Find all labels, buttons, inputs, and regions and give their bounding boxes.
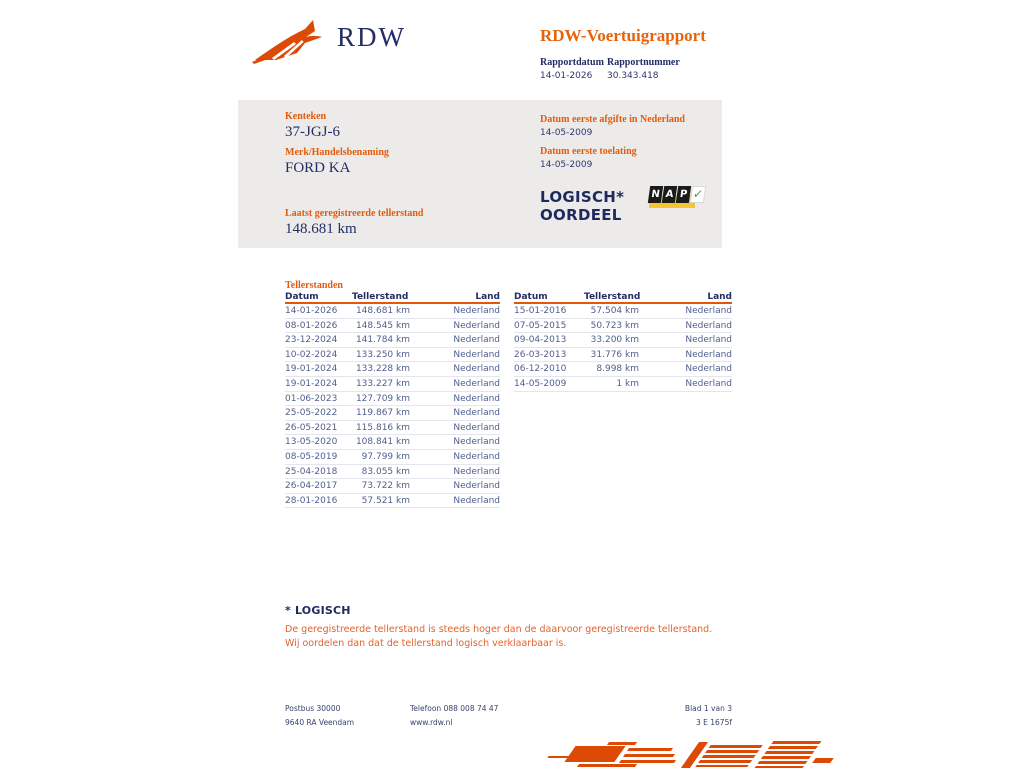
table-cell: 01-06-2023	[285, 393, 338, 404]
table-cell: 08-01-2026	[285, 320, 338, 331]
report-date-field	[540, 57, 604, 81]
table-cell: 119.867 km	[355, 408, 410, 419]
table-cell: 19-01-2024	[285, 364, 338, 375]
table-row	[285, 304, 500, 319]
eerste-toelating-field	[540, 146, 637, 170]
table-cell: 73.722 km	[361, 481, 410, 492]
oordeel-line1: LOGISCH*	[540, 188, 625, 206]
table-cell: 10-02-2024	[285, 349, 338, 360]
footer-page-info	[592, 702, 732, 730]
header-datum: Datum	[514, 292, 548, 302]
merk-value: FORD KA	[285, 160, 351, 176]
table-cell: 26-05-2021	[285, 422, 338, 433]
table-cell: Nederland	[453, 335, 500, 346]
footer-contact	[410, 702, 498, 730]
table-cell: Nederland	[453, 306, 500, 316]
table-cell: Nederland	[453, 349, 500, 360]
kenteken-field	[285, 111, 340, 141]
table-cell: Nederland	[685, 364, 732, 375]
footnote-text: De geregistreerde tellerstand is steeds hoger dan de daarvoor geregistreerde tellerstand. Wij oordelen dan dat de tellerstand logisch verklaarbaar is.	[285, 624, 713, 649]
table-cell: Nederland	[453, 466, 500, 477]
table-cell: 06-12-2010	[514, 364, 567, 375]
table-cell: 57.504 km	[590, 306, 639, 316]
table-row	[514, 348, 732, 363]
table-cell: 15-01-2016	[514, 306, 567, 316]
rdw-feather-logo-icon	[252, 18, 334, 66]
table-cell: 148.681 km	[355, 306, 410, 316]
table-cell: 33.200 km	[590, 335, 639, 346]
table-row	[514, 362, 732, 377]
table-row	[514, 319, 732, 334]
table-cell: Nederland	[685, 349, 732, 360]
table-header	[514, 292, 732, 304]
table-row	[285, 377, 500, 392]
report-date-value: 14-01-2026	[540, 71, 593, 81]
table-row	[285, 348, 500, 363]
report-date-label: Rapportdatum	[540, 57, 604, 68]
table-cell: 09-04-2013	[514, 335, 567, 346]
table-row	[285, 494, 500, 509]
table-cell: 8.998 km	[596, 364, 639, 375]
merk-field	[285, 147, 389, 177]
kenteken-value: 37-JGJ-6	[285, 124, 340, 140]
nap-letter-p: P	[676, 186, 691, 203]
table-row	[285, 333, 500, 348]
table-cell: 148.545 km	[355, 320, 410, 331]
table-cell: Nederland	[453, 422, 500, 433]
footer-phone: Telefoon 088 008 74 47	[410, 704, 499, 713]
footer-pattern-icon	[540, 738, 840, 768]
oordeel-verdict	[540, 188, 624, 224]
eerste-toelating-value: 14-05-2009	[540, 160, 593, 170]
laatste-tellerstand-label: Laatst geregistreerde tellerstand	[285, 208, 424, 219]
table-cell: Nederland	[453, 495, 500, 506]
eerste-afgifte-value: 14-05-2009	[540, 128, 593, 138]
table-cell: Nederland	[453, 437, 500, 448]
footer-form-code: 3 E 1675f	[695, 718, 732, 727]
table-cell: 127.709 km	[355, 393, 410, 404]
table-cell: 25-04-2018	[285, 466, 338, 477]
table-cell: 108.841 km	[355, 437, 410, 448]
oordeel-line2: OORDEEL	[540, 206, 622, 224]
table-cell: 26-04-2017	[285, 481, 338, 492]
table-row	[285, 465, 500, 480]
table-cell: 14-01-2026	[285, 306, 338, 316]
report-number-value: 30.343.418	[607, 71, 659, 81]
table-row	[285, 421, 500, 436]
nap-letter-a: A	[662, 186, 677, 203]
header-land: Land	[475, 292, 500, 302]
table-cell: 08-05-2019	[285, 451, 338, 462]
header-datum: Datum	[285, 292, 319, 302]
table-cell: Nederland	[685, 320, 732, 331]
footer-city: 9640 RA Veendam	[285, 718, 355, 727]
header-tellerstand: Tellerstand	[352, 292, 409, 302]
kenteken-label: Kenteken	[285, 111, 327, 122]
table-cell: 14-05-2009	[514, 378, 567, 389]
table-cell: 141.784 km	[355, 335, 410, 346]
nap-letter-n: N	[648, 186, 663, 203]
table-cell: 133.227 km	[355, 378, 410, 389]
eerste-afgifte-field	[540, 114, 685, 138]
table-cell: Nederland	[453, 364, 500, 375]
header-tellerstand: Tellerstand	[584, 292, 641, 302]
eerste-afgifte-label: Datum eerste afgifte in Nederland	[540, 114, 685, 125]
table-cell: 26-03-2013	[514, 349, 567, 360]
tellerstanden-table-left	[285, 292, 500, 508]
table-header	[285, 292, 500, 304]
footer-address	[285, 702, 354, 730]
eerste-toelating-label: Datum eerste toelating	[540, 146, 637, 157]
table-cell: 07-05-2015	[514, 320, 567, 331]
table-row	[285, 435, 500, 450]
table-cell: Nederland	[453, 320, 500, 331]
page-title: RDW-Voertuigrapport	[540, 26, 706, 45]
tellerstanden-title: Tellerstanden	[285, 280, 343, 291]
table-row	[514, 333, 732, 348]
footnote-heading: * LOGISCH	[285, 604, 351, 617]
table-cell: 31.776 km	[590, 349, 639, 360]
table-cell: 50.723 km	[590, 320, 639, 331]
table-row	[514, 304, 732, 319]
table-cell: 25-05-2022	[285, 408, 338, 419]
table-cell: Nederland	[685, 306, 732, 316]
report-number-label: Rapportnummer	[607, 57, 680, 68]
nap-check-icon: ✓	[690, 186, 706, 203]
table-row	[285, 392, 500, 407]
logisch-footnote	[285, 604, 725, 651]
table-cell: 13-05-2020	[285, 437, 338, 448]
table-cell: Nederland	[685, 378, 732, 389]
report-number-field	[607, 57, 680, 81]
footer-website: www.rdw.nl	[410, 718, 453, 727]
table-cell: Nederland	[453, 393, 500, 404]
merk-label: Merk/Handelsbenaming	[285, 147, 389, 158]
table-cell: Nederland	[453, 378, 500, 389]
table-body	[285, 304, 500, 508]
footer-page-number: Blad 1 van 3	[684, 704, 732, 713]
table-cell: Nederland	[453, 481, 500, 492]
table-row	[285, 362, 500, 377]
brand-wordmark: RDW	[337, 22, 406, 52]
table-cell: 97.799 km	[361, 451, 410, 462]
table-row	[514, 377, 732, 392]
table-cell: 133.228 km	[355, 364, 410, 375]
table-cell: 1 km	[616, 378, 639, 389]
table-row	[285, 479, 500, 494]
laatste-tellerstand-field	[285, 208, 423, 238]
table-row	[285, 319, 500, 334]
table-cell: 133.250 km	[355, 349, 410, 360]
table-cell: Nederland	[453, 408, 500, 419]
tellerstanden-table-right	[514, 292, 732, 392]
table-row	[285, 450, 500, 465]
footer-postbus: Postbus 30000	[285, 704, 341, 713]
table-cell: 83.055 km	[361, 466, 410, 477]
table-cell: 23-12-2024	[285, 335, 338, 346]
table-row	[285, 406, 500, 421]
table-cell: 19-01-2024	[285, 378, 338, 389]
table-cell: 57.521 km	[361, 495, 410, 506]
laatste-tellerstand-value: 148.681 km	[285, 221, 357, 237]
nap-logo	[646, 186, 705, 211]
header-land: Land	[707, 292, 732, 302]
table-cell: 28-01-2016	[285, 495, 338, 506]
table-cell: 115.816 km	[355, 422, 410, 433]
table-cell: Nederland	[685, 335, 732, 346]
table-body	[514, 304, 732, 392]
table-cell: Nederland	[453, 451, 500, 462]
